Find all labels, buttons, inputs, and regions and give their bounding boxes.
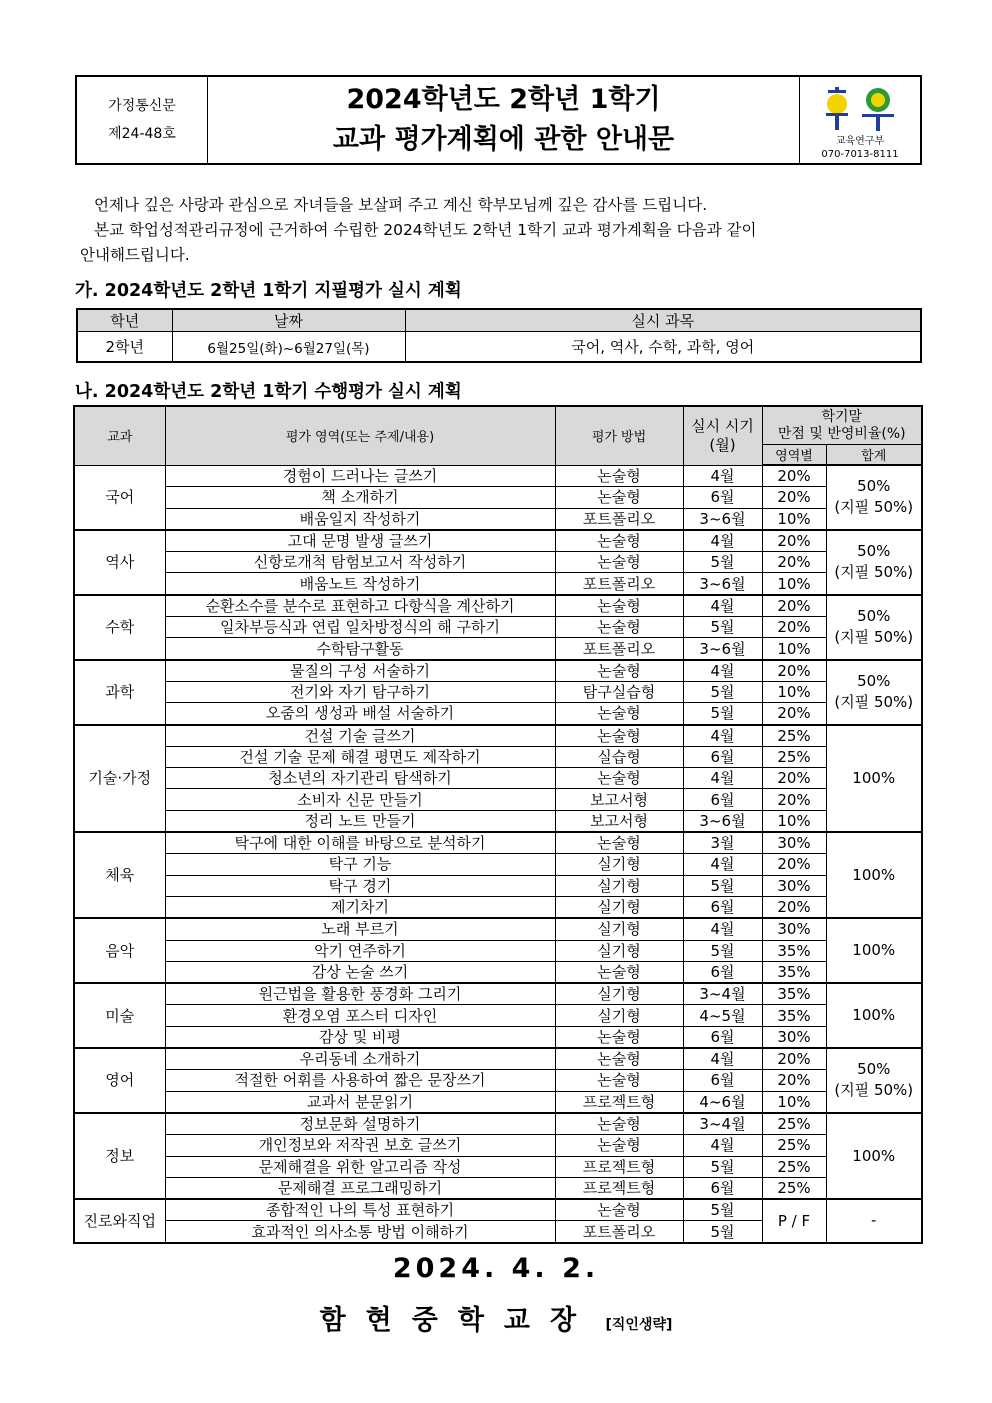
- section-1-title: 가. 2024학년도 2학년 1학기 지필평가 실시 계획: [75, 281, 462, 301]
- month-cell: 6월: [683, 1177, 762, 1199]
- header-ratio-line-2: 만점 및 반영비율(%): [777, 425, 906, 442]
- header-time: [683, 406, 762, 465]
- total-cell: [826, 1113, 922, 1199]
- month-cell: 4월: [683, 1135, 762, 1156]
- header-ratio: [762, 406, 922, 445]
- notice-number-box: [77, 77, 208, 163]
- month-cell: 3~4월: [683, 983, 762, 1005]
- ratio-cell: 10%: [762, 810, 826, 832]
- area-cell: 책 소개하기: [165, 487, 555, 508]
- total-cell: [826, 530, 922, 595]
- month-cell: 4~6월: [683, 1091, 762, 1113]
- ratio-cell: 20%: [762, 1070, 826, 1091]
- total-value: -: [871, 1211, 877, 1230]
- cell-date: 6월25일(화)~6월27일(목): [172, 332, 405, 363]
- performance-assessment-table: [73, 405, 923, 1244]
- area-cell: 문제해결 프로그래밍하기: [165, 1177, 555, 1199]
- area-cell: 신항로개척 탐험보고서 작성하기: [165, 552, 555, 573]
- month-cell: 6월: [683, 1026, 762, 1048]
- month-cell: 3~6월: [683, 573, 762, 595]
- method-cell: 프로젝트형: [555, 1177, 683, 1199]
- total-value: 50%: [857, 477, 891, 496]
- area-cell: 환경오염 포스터 디자인: [165, 1005, 555, 1026]
- table-row: [74, 940, 922, 961]
- table-row: [74, 508, 922, 530]
- month-cell: 6월: [683, 487, 762, 508]
- ratio-cell: 35%: [762, 983, 826, 1005]
- area-cell: 감상 및 비평: [165, 1026, 555, 1048]
- table-row: [74, 1070, 922, 1091]
- header-subjects: 실시 과목: [405, 309, 921, 332]
- method-cell: 논술형: [555, 961, 683, 983]
- area-cell: 정리 노트 만들기: [165, 810, 555, 832]
- area-cell: 악기 연주하기: [165, 940, 555, 961]
- total-value: 100%: [852, 768, 896, 787]
- ratio-cell: 20%: [762, 530, 826, 552]
- subject-cell: 음악: [74, 918, 165, 983]
- intro-line-3: 안내해드립니다.: [80, 246, 190, 264]
- month-cell: 6월: [683, 961, 762, 983]
- table-row: [74, 1091, 922, 1113]
- seal-note: [직인생략]: [605, 1317, 673, 1333]
- principal-signature: 함현중학교장: [319, 1305, 597, 1336]
- area-cell: 효과적인 의사소통 방법 이해하기: [165, 1221, 555, 1243]
- ratio-cell: 20%: [762, 595, 826, 617]
- ratio-cell: 20%: [762, 854, 826, 875]
- ratio-cell: 10%: [762, 573, 826, 595]
- month-cell: 5월: [683, 1199, 762, 1221]
- area-cell: 탁구 경기: [165, 875, 555, 896]
- table-row: [74, 746, 922, 767]
- school-logo-icon: [826, 87, 894, 133]
- month-cell: 4월: [683, 660, 762, 682]
- month-cell: 5월: [683, 617, 762, 638]
- subject-cell: 정보: [74, 1113, 165, 1199]
- area-cell: 수학탐구활동: [165, 638, 555, 660]
- table-row: [74, 465, 922, 487]
- area-cell: 원근법을 활용한 풍경화 그리기: [165, 983, 555, 1005]
- month-cell: 4월: [683, 465, 762, 487]
- area-cell: 탁구에 대한 이해를 바탕으로 분석하기: [165, 832, 555, 854]
- ratio-cell: 25%: [762, 1156, 826, 1177]
- month-cell: 4월: [683, 918, 762, 940]
- area-cell: 우리동네 소개하기: [165, 1048, 555, 1070]
- header-time-line-1: 실시 시기: [691, 416, 754, 435]
- table-row: [74, 1048, 922, 1070]
- ratio-cell: 25%: [762, 1177, 826, 1199]
- ratio-cell: 35%: [762, 940, 826, 961]
- notice-title-box: [208, 77, 800, 163]
- table-row: [74, 660, 922, 682]
- method-cell: 논술형: [555, 703, 683, 725]
- ratio-cell: 10%: [762, 681, 826, 702]
- table-row: [74, 1177, 922, 1199]
- method-cell: 논술형: [555, 617, 683, 638]
- ratio-cell: 20%: [762, 552, 826, 573]
- method-cell: 논술형: [555, 832, 683, 854]
- ratio-cell: 20%: [762, 1048, 826, 1070]
- total-value: 50%: [857, 1060, 891, 1079]
- method-cell: 논술형: [555, 595, 683, 617]
- area-cell: 노래 부르기: [165, 918, 555, 940]
- subject-cell: 체육: [74, 832, 165, 918]
- month-cell: 4월: [683, 768, 762, 789]
- total-cell: [826, 918, 922, 983]
- month-cell: 4월: [683, 1048, 762, 1070]
- total-value: 100%: [852, 941, 896, 960]
- method-cell: 논술형: [555, 660, 683, 682]
- method-cell: 프로젝트형: [555, 1091, 683, 1113]
- total-cell: [826, 595, 922, 660]
- month-cell: 5월: [683, 875, 762, 896]
- intro-line-1: 언제나 깊은 사랑과 관심으로 자녀들을 보살펴 주고 계신 학부모님께 깊은 감사를 드립니다.: [94, 196, 708, 214]
- method-cell: 실기형: [555, 940, 683, 961]
- month-cell: 5월: [683, 1221, 762, 1243]
- subject-cell: 수학: [74, 595, 165, 660]
- method-cell: 논술형: [555, 1135, 683, 1156]
- method-cell: 보고서형: [555, 789, 683, 810]
- table-row: [74, 918, 922, 940]
- table-row: [74, 768, 922, 789]
- written-exam-table: [76, 308, 922, 363]
- month-cell: 6월: [683, 896, 762, 918]
- total-cell: [826, 725, 922, 832]
- ratio-cell: 20%: [762, 703, 826, 725]
- total-cell: [826, 1048, 922, 1113]
- table-row: [74, 983, 922, 1005]
- area-cell: 물질의 구성 서술하기: [165, 660, 555, 682]
- method-cell: 논술형: [555, 1113, 683, 1135]
- area-cell: 정보문화 설명하기: [165, 1113, 555, 1135]
- total-value: 50%: [857, 542, 891, 561]
- total-note: (지필 50%): [834, 693, 914, 712]
- header-date: 날짜: [172, 309, 405, 332]
- area-cell: 경험이 드러나는 글쓰기: [165, 465, 555, 487]
- ratio-cell: 20%: [762, 789, 826, 810]
- table-row: [74, 875, 922, 896]
- total-value: 100%: [852, 1146, 896, 1165]
- table-row: [74, 725, 922, 747]
- table-row: [74, 703, 922, 725]
- area-cell: 전기와 자기 탐구하기: [165, 681, 555, 702]
- ratio-cell: 30%: [762, 918, 826, 940]
- area-cell: 청소년의 자기관리 탐색하기: [165, 768, 555, 789]
- total-note: (지필 50%): [834, 1081, 914, 1100]
- method-cell: 논술형: [555, 1048, 683, 1070]
- table-row: [74, 1005, 922, 1026]
- header-grade: 학년: [77, 309, 172, 332]
- table-row: [74, 487, 922, 508]
- header-method: 평가 방법: [555, 406, 683, 465]
- total-cell: [826, 465, 922, 530]
- method-cell: 포트폴리오: [555, 508, 683, 530]
- area-cell: 교과서 분문읽기: [165, 1091, 555, 1113]
- area-cell: 건설 기술 글쓰기: [165, 725, 555, 747]
- table-row: [74, 681, 922, 702]
- total-cell: [826, 983, 922, 1048]
- ratio-cell: 20%: [762, 660, 826, 682]
- total-cell: [826, 1199, 922, 1243]
- month-cell: 6월: [683, 789, 762, 810]
- table-row: [74, 617, 922, 638]
- cell-subjects: 국어, 역사, 수학, 과학, 영어: [405, 332, 921, 363]
- ratio-cell: 20%: [762, 617, 826, 638]
- month-cell: 5월: [683, 940, 762, 961]
- method-cell: 실기형: [555, 918, 683, 940]
- subject-cell: 과학: [74, 660, 165, 725]
- ratio-cell: 25%: [762, 1135, 826, 1156]
- method-cell: 논술형: [555, 1026, 683, 1048]
- area-cell: 소비자 신문 만들기: [165, 789, 555, 810]
- ratio-cell: 30%: [762, 875, 826, 896]
- method-cell: 논술형: [555, 465, 683, 487]
- table-row: [74, 854, 922, 875]
- month-cell: 4월: [683, 854, 762, 875]
- ratio-cell: 20%: [762, 487, 826, 508]
- method-cell: 논술형: [555, 1199, 683, 1221]
- table-row: [74, 1199, 922, 1221]
- method-cell: 포트폴리오: [555, 638, 683, 660]
- area-cell: 종합적인 나의 특성 표현하기: [165, 1199, 555, 1221]
- table-row: [74, 961, 922, 983]
- month-cell: 5월: [683, 681, 762, 702]
- department-name: 교육연구부: [835, 136, 885, 147]
- area-cell: 적절한 어휘를 사용하여 짧은 문장쓰기: [165, 1070, 555, 1091]
- area-cell: 고대 문명 발생 글쓰기: [165, 530, 555, 552]
- table-row: [74, 638, 922, 660]
- total-value: 50%: [857, 672, 891, 691]
- header-subject: 교과: [74, 406, 165, 465]
- month-cell: 6월: [683, 1070, 762, 1091]
- method-cell: 실기형: [555, 896, 683, 918]
- month-cell: 5월: [683, 1156, 762, 1177]
- cell-grade: 2학년: [77, 332, 172, 363]
- total-value: 100%: [852, 1006, 896, 1025]
- subject-cell: 기술·가정: [74, 725, 165, 832]
- month-cell: 3~6월: [683, 638, 762, 660]
- subject-cell: 역사: [74, 530, 165, 595]
- method-cell: 논술형: [555, 725, 683, 747]
- notice-number: 제24-48호: [108, 126, 176, 142]
- ratio-cell: 20%: [762, 896, 826, 918]
- total-note: (지필 50%): [834, 628, 914, 647]
- method-cell: 탐구실습형: [555, 681, 683, 702]
- notice-header: [75, 75, 922, 165]
- issue-date: 2024. 4. 2.: [392, 1253, 600, 1284]
- subject-cell: 국어: [74, 465, 165, 530]
- month-cell: 5월: [683, 703, 762, 725]
- table-row: [77, 332, 921, 363]
- method-cell: 논술형: [555, 1070, 683, 1091]
- month-cell: 4월: [683, 725, 762, 747]
- total-cell: [826, 832, 922, 918]
- ratio-cell: 10%: [762, 638, 826, 660]
- intro-paragraph: [80, 193, 912, 268]
- notice-type: 가정통신문: [108, 98, 176, 114]
- table-row: [74, 552, 922, 573]
- total-note: (지필 50%): [834, 563, 914, 582]
- month-cell: 6월: [683, 746, 762, 767]
- ratio-cell: 25%: [762, 725, 826, 747]
- table-row: [74, 1135, 922, 1156]
- area-cell: 순환소수를 분수로 표현하고 다항식을 계산하기: [165, 595, 555, 617]
- total-cell: [826, 660, 922, 725]
- ratio-cell: 25%: [762, 1113, 826, 1135]
- title-line-1: 2024학년도 2학년 1학기: [346, 84, 661, 115]
- table-row: [74, 1113, 922, 1135]
- method-cell: 보고서형: [555, 810, 683, 832]
- table-row: [74, 1156, 922, 1177]
- table-row: [74, 789, 922, 810]
- method-cell: 논술형: [555, 487, 683, 508]
- area-cell: 제기차기: [165, 896, 555, 918]
- ratio-cell: 35%: [762, 961, 826, 983]
- table-row: [74, 896, 922, 918]
- method-cell: 포트폴리오: [555, 573, 683, 595]
- header-area: 평가 영역(또는 주제/내용): [165, 406, 555, 465]
- intro-line-2: 본교 학업성적관리규정에 근거하여 수립한 2024학년도 2학년 1학기 교과 평가계획을 다음과 같이: [94, 221, 757, 239]
- area-cell: 개인정보와 저작권 보호 글쓰기: [165, 1135, 555, 1156]
- table-row: [74, 832, 922, 854]
- area-cell: 문제해결을 위한 알고리즘 작성: [165, 1156, 555, 1177]
- method-cell: 실기형: [555, 854, 683, 875]
- assessment-rows: [74, 465, 922, 1243]
- area-cell: 오줌의 생성과 배설 서술하기: [165, 703, 555, 725]
- header-ratio-area: 영역별: [762, 445, 826, 466]
- header-ratio-line-1: 학기말: [821, 408, 863, 425]
- month-cell: 3~6월: [683, 508, 762, 530]
- section-2-title: 나. 2024학년도 2학년 1학기 수행평가 실시 계획: [75, 382, 462, 402]
- total-value: 50%: [857, 607, 891, 626]
- ratio-cell: 20%: [762, 768, 826, 789]
- ratio-cell: 30%: [762, 832, 826, 854]
- method-cell: 포트폴리오: [555, 1221, 683, 1243]
- area-cell: 감상 논술 쓰기: [165, 961, 555, 983]
- title-line-2: 교과 평가계획에 관한 안내문: [332, 124, 675, 155]
- area-cell: 건설 기술 문제 해결 평면도 제작하기: [165, 746, 555, 767]
- method-cell: 실습형: [555, 746, 683, 767]
- area-cell: 배움일지 작성하기: [165, 508, 555, 530]
- month-cell: 4~5월: [683, 1005, 762, 1026]
- month-cell: 3~6월: [683, 810, 762, 832]
- department-box: [800, 77, 920, 163]
- month-cell: 3~4월: [683, 1113, 762, 1135]
- table-row: [74, 810, 922, 832]
- ratio-cell: 35%: [762, 1005, 826, 1026]
- ratio-cell: 30%: [762, 1026, 826, 1048]
- method-cell: 실기형: [555, 875, 683, 896]
- month-cell: 4월: [683, 530, 762, 552]
- subject-cell: 진로와직업: [74, 1199, 165, 1243]
- method-cell: 논술형: [555, 768, 683, 789]
- ratio-cell: 10%: [762, 508, 826, 530]
- ratio-cell: 10%: [762, 1091, 826, 1113]
- subject-cell: 미술: [74, 983, 165, 1048]
- method-cell: 논술형: [555, 530, 683, 552]
- table-row: [74, 573, 922, 595]
- table-row: [74, 595, 922, 617]
- area-cell: 일차부등식과 연립 일차방정식의 해 구하기: [165, 617, 555, 638]
- method-cell: 논술형: [555, 552, 683, 573]
- method-cell: 프로젝트형: [555, 1156, 683, 1177]
- signature-line: [0, 1298, 992, 1337]
- header-time-line-2: (월): [709, 435, 736, 454]
- subject-cell: 영어: [74, 1048, 165, 1113]
- area-cell: 탁구 기능: [165, 854, 555, 875]
- table-row: [74, 1026, 922, 1048]
- month-cell: 5월: [683, 552, 762, 573]
- total-value: 100%: [852, 865, 896, 884]
- header-ratio-total: 합계: [826, 445, 922, 466]
- total-note: (지필 50%): [834, 498, 914, 517]
- ratio-cell: 25%: [762, 746, 826, 767]
- ratio-cell: 20%: [762, 465, 826, 487]
- month-cell: 4월: [683, 595, 762, 617]
- method-cell: 실기형: [555, 1005, 683, 1026]
- department-phone: 070-7013-8111: [821, 149, 899, 160]
- ratio-cell: P / F: [762, 1199, 826, 1243]
- area-cell: 배움노트 작성하기: [165, 573, 555, 595]
- method-cell: 실기형: [555, 983, 683, 1005]
- table-row: [74, 530, 922, 552]
- month-cell: 3월: [683, 832, 762, 854]
